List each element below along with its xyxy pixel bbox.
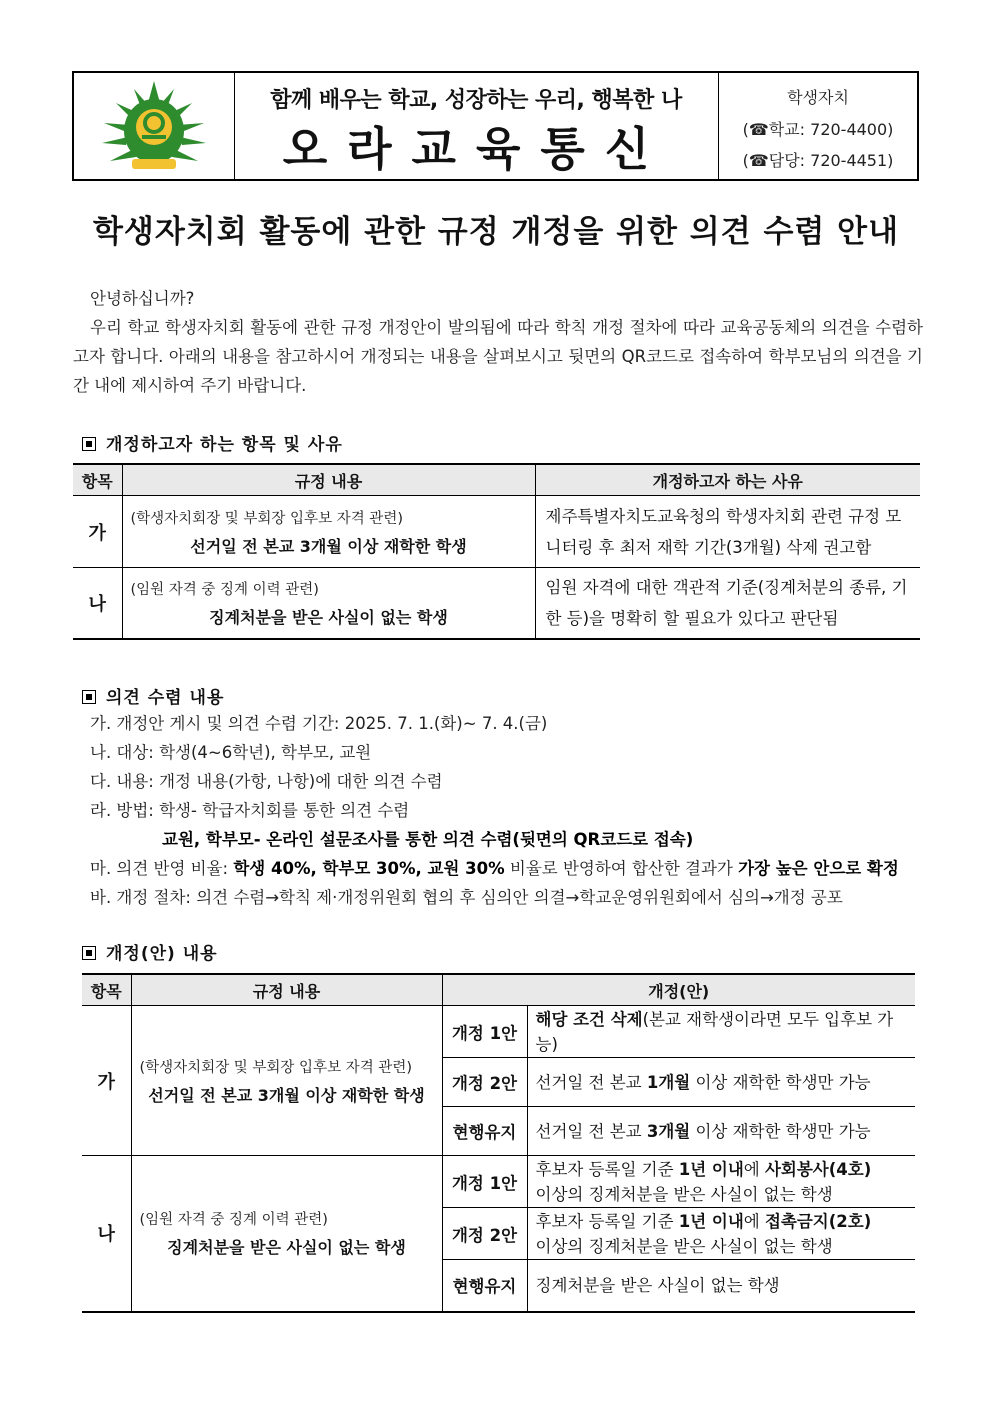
newsletter-name: 오라교육통신 [282,122,670,176]
reasons-table [73,463,920,640]
school-emblem-icon [74,73,234,179]
table-row [73,496,920,568]
option-text: 이상 재학한 학생만 가능 [690,1072,871,1092]
header-cell: 항목 [82,974,131,1006]
option-name: 개정 1안 [442,1006,527,1058]
option-text: 이상의 징계처분을 받은 사실이 없는 학생 [535,1184,833,1204]
option-text: 후보자 등록일 기준 [535,1211,679,1231]
option-desc [527,1208,915,1260]
rule-context: (임원 자격 중 징계 이력 관련) [130,582,319,598]
header-cell: 규정 내용 [122,464,535,496]
staff-phone: (☎담당: 720-4451) [742,151,894,170]
ratio-conclusion: 가장 높은 안으로 확정 [738,859,899,878]
school-phone: (☎학교: 720-4400) [742,120,894,139]
header-cell: 항목 [73,464,122,496]
row-label: 가 [73,496,122,568]
reason-cell: 임원 자격에 대한 객관적 기준(징계처분의 종류, 기한 등)을 명확히 할 필요가 있다고 판단됨 [535,568,920,640]
option-bold: 3개월 [646,1121,691,1141]
school-emblem-cell [74,73,235,179]
option-text: 선거일 전 본교 [535,1072,647,1092]
option-bold: 접촉금지(2호) [764,1211,872,1231]
option-text: (본교 재학생이라면 모두 입후보 가능) [535,1009,894,1054]
option-name: 개정 2안 [442,1208,527,1260]
table-header-row [82,974,915,1006]
department-label: 학생자치 [787,88,849,107]
newsletter-header [72,71,919,181]
header-cell: 규정 내용 [131,974,442,1006]
rule-cell [131,1156,442,1312]
rule-text: 징계처분을 받은 사실이 없는 학생 [209,608,448,627]
section-heading-text: 의견 수렴 내용 [106,688,225,708]
list-item: 다. 내용: 개정 내용(가항, 나항)에 대한 의견 수렴 [90,772,443,791]
list-item: 바. 개정 절차: 의견 수렴→학칙 제·개정위원회 협의 후 심의안 의결→학교운영위원회에서 심의→개정 공포 [90,888,843,907]
option-text: 에 [743,1159,765,1179]
section-heading-text: 개정하고자 하는 항목 및 사유 [106,435,343,455]
section-heading-amendment [82,939,218,964]
rule-cell [122,496,535,568]
row-label: 나 [82,1156,131,1312]
option-bold: 해당 조건 삭제 [535,1009,643,1029]
rule-text: 선거일 전 본교 3개월 이상 재학한 학생 [148,1085,425,1105]
greeting: 안녕하십니까? [90,289,195,308]
option-name: 현행유지 [442,1260,527,1312]
intro-paragraph: 우리 학교 학생자치회 활동에 관한 규정 개정안이 발의됨에 따라 학칙 개정 절차에 따라 교육공동체의 의견을 수렴하고자 합니다. 아래의 내용을 참고하시어 개정되는 내용을 살펴보시고 뒷면의 QR코드로 접속하여 학부모님의 의견을 기간 내에 제시하여 주기 바랍니다. [73,318,923,395]
option-desc [527,1058,915,1107]
rule-context: (임원 자격 중 징계 이력 관련) [139,1212,328,1229]
option-name: 현행유지 [442,1107,527,1156]
rule-text: 선거일 전 본교 3개월 이상 재학한 학생 [190,536,467,556]
option-desc [527,1107,915,1156]
option-name: 개정 2안 [442,1058,527,1107]
table-row [73,568,920,640]
rule-text: 징계처분을 받은 사실이 없는 학생 [167,1238,406,1258]
section-heading-text: 개정(안) 내용 [106,944,218,964]
list-item: 나. 대상: 학생(4~6학년), 학부모, 교원 [90,743,372,762]
option-bold: 1년 이내 [678,1159,744,1179]
rule-cell [122,568,535,640]
reason-cell: 제주특별자치도교육청의 학생자치회 관련 규정 모니터링 후 최저 재학 기간(3개월) 삭제 권고함 [535,496,920,568]
header-cell: 개정하고자 하는 사유 [535,464,920,496]
table-header-row [73,464,920,496]
table-row [82,1006,915,1058]
ratio-values: 학생 40%, 학부모 30%, 교원 30% [233,859,505,878]
option-desc [527,1156,915,1208]
rule-cell [131,1006,442,1156]
rule-context: (학생자치회장 및 부회장 입후보 자격 관련) [139,1059,412,1076]
square-bullet-icon [82,690,96,704]
list-item [90,854,899,883]
option-text: 에 [743,1211,765,1231]
option-bold: 1개월 [646,1072,691,1092]
option-desc: 징계처분을 받은 사실이 없는 학생 [527,1260,915,1312]
header-cell: 개정(안) [442,974,915,1006]
amendment-table [82,973,915,1313]
row-label: 가 [82,1006,131,1156]
section-heading-reasons [82,430,343,455]
option-desc [527,1006,915,1058]
page-title: 학생자치회 활동에 관한 규정 개정을 위한 의견 수렴 안내 [92,214,900,250]
option-text: 이상의 징계처분을 받은 사실이 없는 학생 [535,1236,833,1256]
option-bold: 1년 이내 [678,1211,744,1231]
section-heading-opinion [82,683,224,708]
option-bold: 사회봉사(4호) [764,1159,872,1179]
ratio-middle: 비율로 반영하여 합산한 결과가 [504,859,739,878]
list-item: 라. 방법: 학생- 학급자치회를 통한 의견 수렴 [90,801,410,820]
table-row [82,1156,915,1208]
rule-context: (학생자치회장 및 부회장 입후보 자격 관련) [130,510,403,527]
square-bullet-icon [82,437,96,451]
option-name: 개정 1안 [442,1156,527,1208]
option-text: 후보자 등록일 기준 [535,1159,679,1179]
option-text: 이상 재학한 학생만 가능 [690,1121,871,1141]
ratio-prefix: 마. 의견 반영 비율: [90,859,234,878]
contact-cell [718,73,918,179]
row-label: 나 [73,568,122,640]
opinion-list [90,709,899,912]
slogan: 함께 배우는 학교, 성장하는 우리, 행복한 나 [270,88,682,113]
square-bullet-icon [82,946,96,960]
list-item: 교원, 학부모- 온라인 설문조사를 통한 의견 수렴(뒷면의 QR코드로 접속) [162,830,694,849]
masthead-cell [234,73,719,179]
option-text: 선거일 전 본교 [535,1121,647,1141]
list-item: 가. 개정안 게시 및 의견 수렴 기간: 2025. 7. 1.(화)~ 7. 4.(금) [90,714,548,733]
